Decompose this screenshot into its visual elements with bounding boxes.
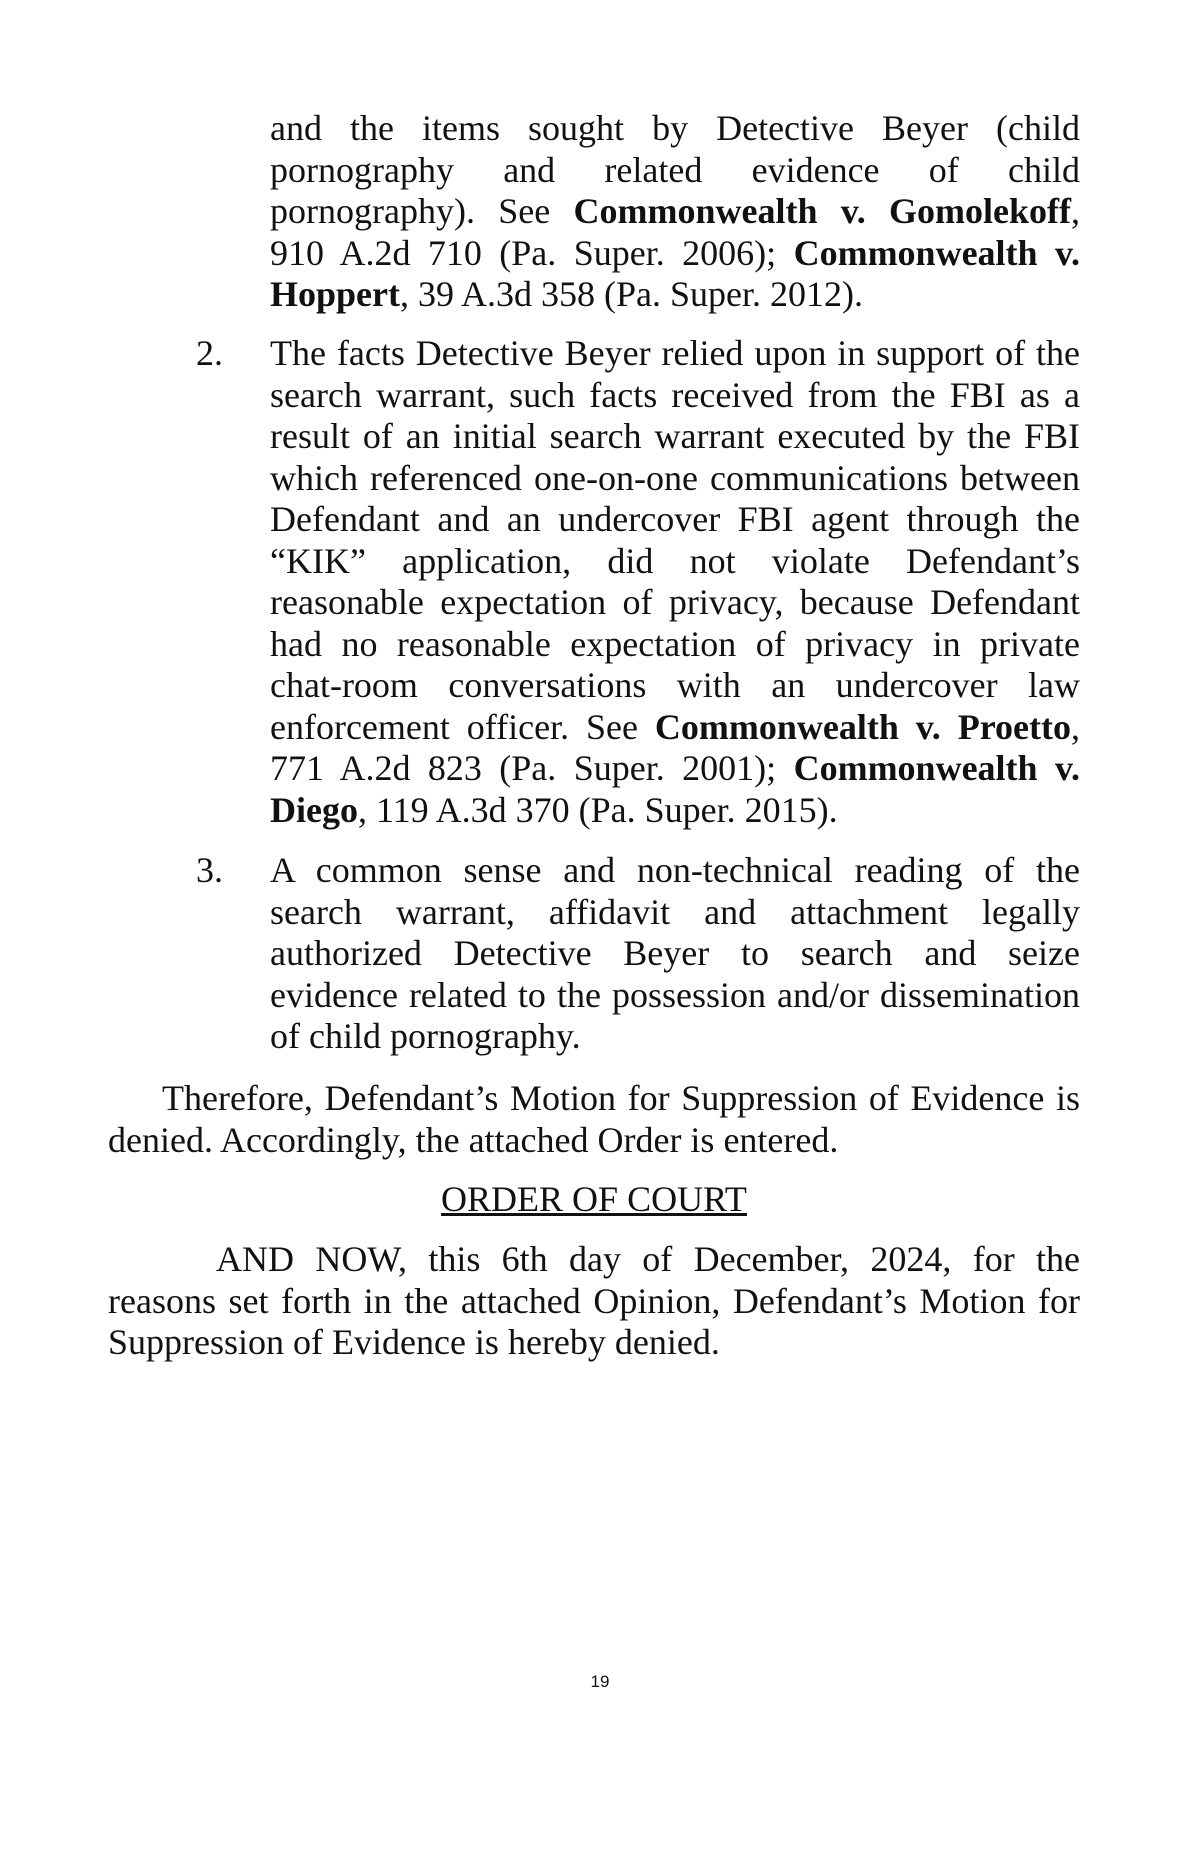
case-citation-hoppert: Commonwealth v. Hoppert — [270, 232, 1081, 314]
text-run: , 119 A.3d 370 (Pa. Super. 2015). — [357, 789, 838, 830]
list-number: 3. — [196, 850, 223, 890]
order-paragraph: AND NOW, this 6th day of December, 2024, for the reasons set forth in the attached Opinion, Defendant’s Motion for Suppression of Evidence is hereby denied. — [108, 1239, 1080, 1362]
list-item-text: A common sense and non-technical reading of the search warrant, affidavit and attachment legally authorized Detective Beyer to search and seize evidence related to the possession and/or dissemination of child pornography. — [270, 850, 1080, 1056]
list-item-text — [270, 108, 1080, 316]
text-run: The facts Detective Beyer relied upon in support of the search warrant, such facts received from the FBI as a result of an initial search warrant executed by the FBI which referenced one-on-one communications between Defendant and an undercover FBI agent through the “KIK” application, did not violate Defendant’s reasonable expectation of privacy, because Defendant had no reasonable expectation of privacy in private chat-room conversations with an undercover law enforcement officer. See — [270, 333, 1080, 747]
list-number: 2. — [196, 333, 223, 373]
case-citation-gomolekoff: Commonwealth v. Gomolekoff — [573, 191, 1072, 231]
text-run: , 771 A.2d 823 (Pa. Super. 2001); — [270, 706, 1080, 788]
text-run: and the items sought by Detective Beyer (child pornography and related evidence of child pornography). See — [270, 108, 1080, 231]
list-item-text — [270, 333, 1080, 831]
conclusion-paragraph: Therefore, Defendant’s Motion for Suppression of Evidence is denied. Accordingly, the attached Order is entered. — [108, 1078, 1080, 1160]
case-citation-diego: Commonwealth v. Diego — [270, 748, 1081, 830]
list-item-2 — [196, 333, 1081, 831]
page-number: 19 — [590, 1672, 610, 1691]
order-heading: ORDER OF COURT — [441, 1179, 747, 1219]
text-run: , 39 A.3d 358 (Pa. Super. 2012). — [400, 274, 863, 314]
list-item-3 — [196, 850, 1080, 1058]
list-item-1-continuation — [270, 108, 1080, 316]
text-run: , 910 A.2d 710 (Pa. Super. 2006); — [270, 191, 1081, 273]
case-citation-proetto: Commonwealth v. Proetto — [654, 706, 1071, 747]
